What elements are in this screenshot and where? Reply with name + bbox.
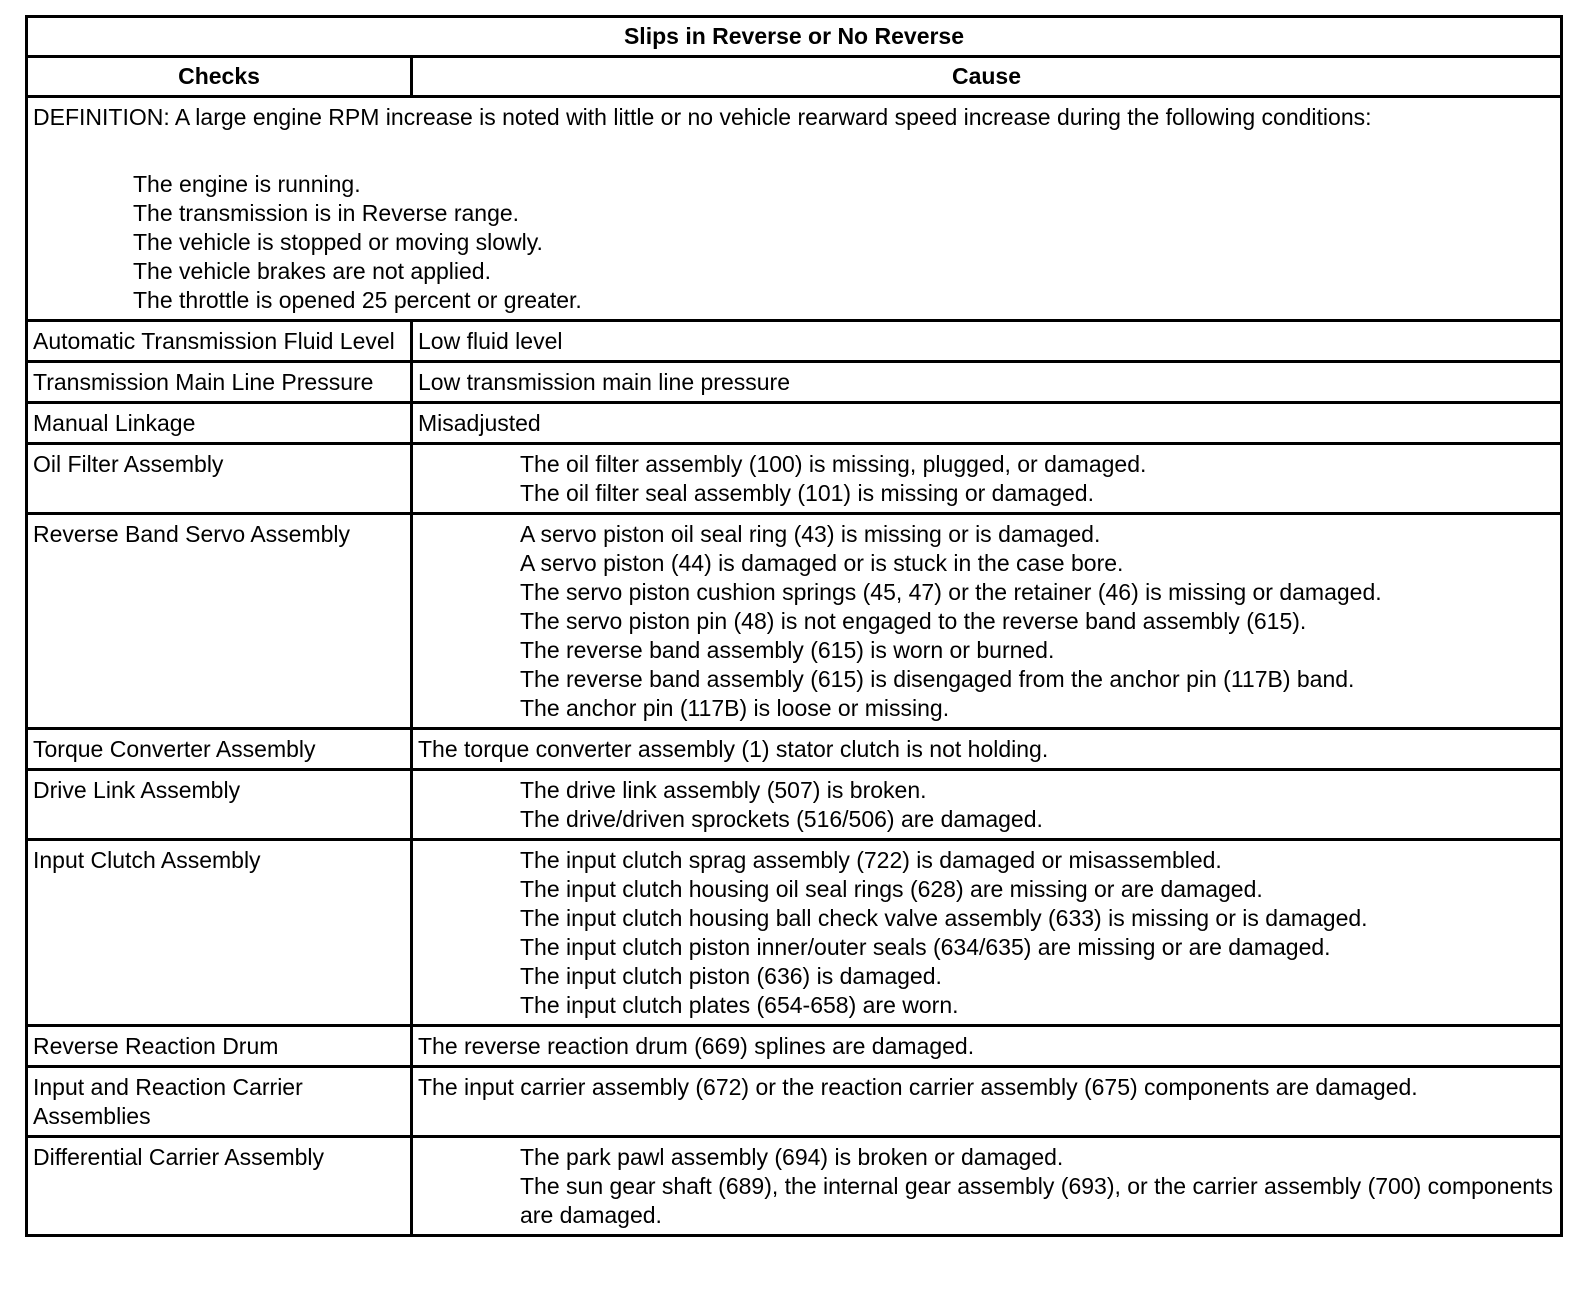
check-cell: Torque Converter Assembly	[27, 729, 412, 770]
cause-text: The reverse reaction drum (669) splines are damaged.	[418, 1033, 975, 1059]
diagnostic-table	[25, 15, 1563, 1237]
condition-item: The transmission is in Reverse range.	[133, 200, 520, 226]
definition-conditions	[33, 170, 1555, 315]
cause-item: The reverse band assembly (615) is worn or burned.	[520, 637, 1055, 663]
cause-item: The input clutch sprag assembly (722) is damaged or misassembled.	[520, 847, 1222, 873]
cause-item: The input clutch piston inner/outer seals (634/635) are missing or are damaged.	[520, 934, 1331, 960]
table-row	[27, 729, 1562, 770]
check-cell: Input Clutch Assembly	[27, 840, 412, 1026]
cause-item: The reverse band assembly (615) is disengaged from the anchor pin (117B) band.	[520, 666, 1355, 692]
table-row	[27, 514, 1562, 729]
cause-item: The input clutch plates (654-658) are worn.	[520, 992, 959, 1018]
check-cell: Differential Carrier Assembly	[27, 1137, 412, 1236]
table-row	[27, 362, 1562, 403]
cause-item: The servo piston pin (48) is not engaged to the reverse band assembly (615).	[520, 608, 1307, 634]
definition-text: DEFINITION: A large engine RPM increase is noted with little or no vehicle rearward speed increase during the following conditions:	[33, 104, 1372, 130]
table-row	[27, 770, 1562, 840]
cause-cell	[412, 1026, 1562, 1067]
cause-list	[418, 1143, 1555, 1230]
definition-cell	[27, 97, 1562, 321]
cause-cell	[412, 444, 1562, 514]
check-cell: Transmission Main Line Pressure	[27, 362, 412, 403]
column-header-row	[27, 57, 1562, 97]
cause-item: A servo piston (44) is damaged or is stuck in the case bore.	[520, 550, 1124, 576]
table-row	[27, 444, 1562, 514]
table-row	[27, 321, 1562, 362]
cause-item: The sun gear shaft (689), the internal gear assembly (693), or the carrier assembly (700) components are damaged.	[520, 1173, 1553, 1228]
column-header-cause: Cause	[412, 57, 1562, 97]
cause-item: The drive/driven sprockets (516/506) are damaged.	[520, 806, 1043, 832]
cause-item: The oil filter assembly (100) is missing, plugged, or damaged.	[520, 451, 1147, 477]
title-row	[27, 17, 1562, 57]
cause-text: The input carrier assembly (672) or the reaction carrier assembly (675) components are damaged.	[418, 1074, 1418, 1100]
table-row	[27, 1067, 1562, 1137]
check-cell: Drive Link Assembly	[27, 770, 412, 840]
cause-cell	[412, 321, 1562, 362]
cause-item: The servo piston cushion springs (45, 47) or the retainer (46) is missing or damaged.	[520, 579, 1382, 605]
cause-cell	[412, 770, 1562, 840]
cause-cell	[412, 1137, 1562, 1236]
cause-item: The input clutch housing ball check valve assembly (633) is missing or is damaged.	[520, 905, 1368, 931]
cause-item: The oil filter seal assembly (101) is missing or damaged.	[520, 480, 1094, 506]
definition-row	[27, 97, 1562, 321]
table-row	[27, 403, 1562, 444]
cause-list	[418, 846, 1555, 1020]
cause-cell	[412, 840, 1562, 1026]
cause-item: The input clutch piston (636) is damaged.	[520, 963, 942, 989]
table-row	[27, 840, 1562, 1026]
cause-list	[418, 776, 1555, 834]
condition-item: The vehicle is stopped or moving slowly.	[133, 229, 543, 255]
check-cell: Reverse Band Servo Assembly	[27, 514, 412, 729]
cause-list	[418, 520, 1555, 723]
cause-item: The park pawl assembly (694) is broken or damaged.	[520, 1144, 1064, 1170]
cause-list	[418, 450, 1555, 508]
cause-cell	[412, 362, 1562, 403]
check-cell: Manual Linkage	[27, 403, 412, 444]
table-row	[27, 1026, 1562, 1067]
cause-cell	[412, 403, 1562, 444]
table-row	[27, 1137, 1562, 1236]
cause-item: The anchor pin (117B) is loose or missing.	[520, 695, 950, 721]
cause-text: The torque converter assembly (1) stator clutch is not holding.	[418, 736, 1049, 762]
cause-cell	[412, 514, 1562, 729]
column-header-checks: Checks	[27, 57, 412, 97]
cause-cell	[412, 1067, 1562, 1137]
condition-item: The throttle is opened 25 percent or greater.	[133, 287, 582, 313]
cause-item: A servo piston oil seal ring (43) is missing or is damaged.	[520, 521, 1101, 547]
check-cell: Automatic Transmission Fluid Level	[27, 321, 412, 362]
condition-item: The vehicle brakes are not applied.	[133, 258, 491, 284]
cause-item: The drive link assembly (507) is broken.	[520, 777, 927, 803]
table-title: Slips in Reverse or No Reverse	[27, 17, 1562, 57]
cause-text: Misadjusted	[418, 410, 541, 436]
check-cell: Input and Reaction Carrier Assemblies	[27, 1067, 412, 1137]
cause-cell	[412, 729, 1562, 770]
check-cell: Reverse Reaction Drum	[27, 1026, 412, 1067]
cause-text: Low transmission main line pressure	[418, 369, 790, 395]
check-cell: Oil Filter Assembly	[27, 444, 412, 514]
cause-text: Low fluid level	[418, 328, 563, 354]
condition-item: The engine is running.	[133, 171, 361, 197]
cause-item: The input clutch housing oil seal rings (628) are missing or are damaged.	[520, 876, 1263, 902]
